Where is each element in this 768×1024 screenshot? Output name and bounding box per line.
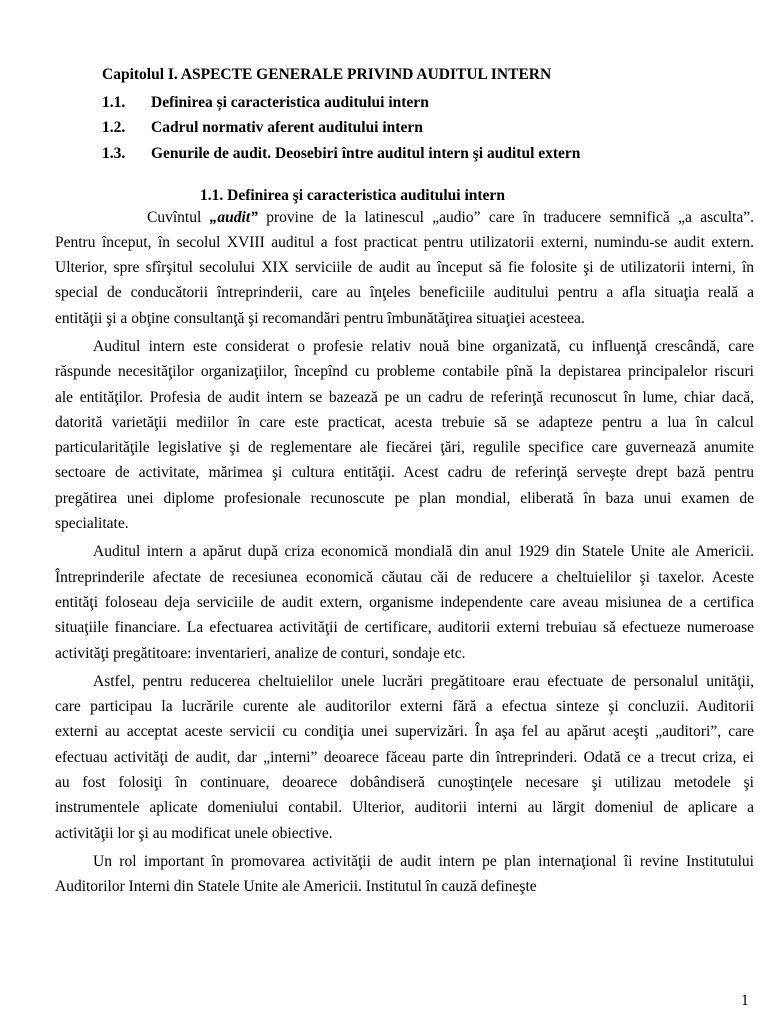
paragraph xyxy=(55,539,754,665)
text-line: activităţii lor şi au modificat unele obiective. xyxy=(55,824,333,842)
toc-item-number: 1.1. xyxy=(102,94,126,111)
toc-item-number: 1.2. xyxy=(102,119,126,136)
text-segment: Cuvîntul xyxy=(147,208,210,226)
text-line: pregătirea unei diplome profesionale recunoscute pe plan mondial, eliberată în baza unui examen de xyxy=(55,489,754,507)
text-line: Auditul intern este considerat o profesie relativ nouă bine organizată, cu influenţă crescândă, care xyxy=(93,337,754,355)
text-line: externi au acceptat aceste servicii cu condiţia unei supervizări. În aşa fel au apărut aceşti „auditori”, care xyxy=(55,723,754,741)
text-line: entităţi foloseau deja serviciile de audit extern, organisme independente care aveau misiunea de a certifica xyxy=(55,593,754,611)
page-number: 1 xyxy=(741,992,749,1009)
paragraph xyxy=(55,669,754,846)
paragraph xyxy=(55,849,754,900)
section-heading: 1.1. Definirea şi caracteristica auditului intern xyxy=(200,187,505,204)
emphasized-term: „audit” xyxy=(209,208,258,226)
text-line: particularităţile legislative şi de reglementare ale fiecărei ţări, regulile specifice care guvernează anumite xyxy=(55,439,754,457)
paragraph xyxy=(55,205,754,331)
text-line: Un rol important în promovarea activităţii de audit intern pe plan internaţional îi revine Institutului xyxy=(93,852,754,870)
text-line xyxy=(55,205,754,230)
text-line: Întreprinderile afectate de recesiunea economică căutau căi de reducere a cheltuielilor şi taxelor. Aceste xyxy=(55,568,754,586)
text-line: Auditorilor Interni din Statele Unite ale Americii. Institutul în cauză defineşte xyxy=(55,878,537,896)
text-line: ale entităţilor. Profesia de audit intern se bazează pe un cadru de referinţă recunoscut în lume, chiar dacă, xyxy=(55,388,754,406)
text-line: activităţi pregătitoare: inventarieri, analize de conturi, sondaje etc. xyxy=(55,644,466,662)
paragraph xyxy=(55,334,754,536)
text-line: specialitate. xyxy=(55,515,129,533)
text-line: Auditul intern a apărut după criza economică mondială din anul 1929 din Statele Unite ale Americii. xyxy=(93,543,754,561)
toc-item-title: Definirea și caracteristica auditului intern xyxy=(151,94,429,111)
text-line: Ulterior, spre sfîrşitul secolului XIX serviciile de audit au început să fie folosite şi de utilizatorii interni, în xyxy=(55,259,754,277)
text-segment: provine de la latinescul „audio” care în traducere semnifică „a asculta”. xyxy=(257,208,755,226)
toc-item xyxy=(102,115,423,140)
toc-item xyxy=(102,141,580,166)
text-line: special de conducătorii întreprinderii, care au înţeles beneficiile auditului pentru a afla situaţia reală a xyxy=(55,284,754,302)
text-line: care participau la lucrările curente ale auditorilor externi fără a efectua sinteze şi concluzii. Auditorii xyxy=(55,698,754,716)
text-line: entităţii şi a obţine consultanţă şi recomandări pentru îmbunătăţirea situaţiei acesteea. xyxy=(55,309,585,327)
text-line: efectuau activităţi de audit, dar „interni” deoarece făceau parte din întreprinderi. Odată ce a trecut criza, ei xyxy=(55,748,754,766)
toc-item-title: Genurile de audit. Deosebiri între auditul intern şi auditul extern xyxy=(151,145,581,162)
text-line: datorită varietăţii mediilor în care este practicat, acesta trebuie să se adapteze pentru a lua în calcul xyxy=(55,413,754,431)
text-line: au fost folosiţi în continuare, deoarece dobândiseră cunoştinţele necesare şi utilizau metodele şi xyxy=(55,774,754,792)
text-line: sectoare de activitate, mărimea şi cultura entităţii. Acest cadru de referinţă serveşte drept bază pentru xyxy=(55,464,754,482)
toc-item-number: 1.3. xyxy=(102,145,126,162)
text-line: instrumentele aplicate domeniului contabil. Ulterior, auditorii interni au lărgit domeniul de aplicare a xyxy=(55,799,754,817)
body-text xyxy=(55,205,754,900)
chapter-title: Capitolul I. ASPECTE GENERALE PRIVIND AUDITUL INTERN xyxy=(102,66,552,83)
toc-item-title: Cadrul normativ aferent auditului intern xyxy=(151,119,423,136)
text-line: situaţiile financiare. La efectuarea activităţii de certificare, auditorii externi trebuiau să efectueze numeroase xyxy=(55,619,754,637)
toc-item xyxy=(102,90,429,115)
text-line: răspunde necesităţilor organizaţiilor, începînd cu probleme contabile pînă la depistarea principalelor riscuri xyxy=(55,363,754,381)
text-line: Astfel, pentru reducerea cheltuielilor unele lucrări pregătitoare erau efectuate de personalul unităţii, xyxy=(93,672,754,690)
text-line: Pentru început, în secolul XVIII auditul a fost practicat pentru utilizatorii externi, numindu-se audit extern. xyxy=(55,233,754,251)
